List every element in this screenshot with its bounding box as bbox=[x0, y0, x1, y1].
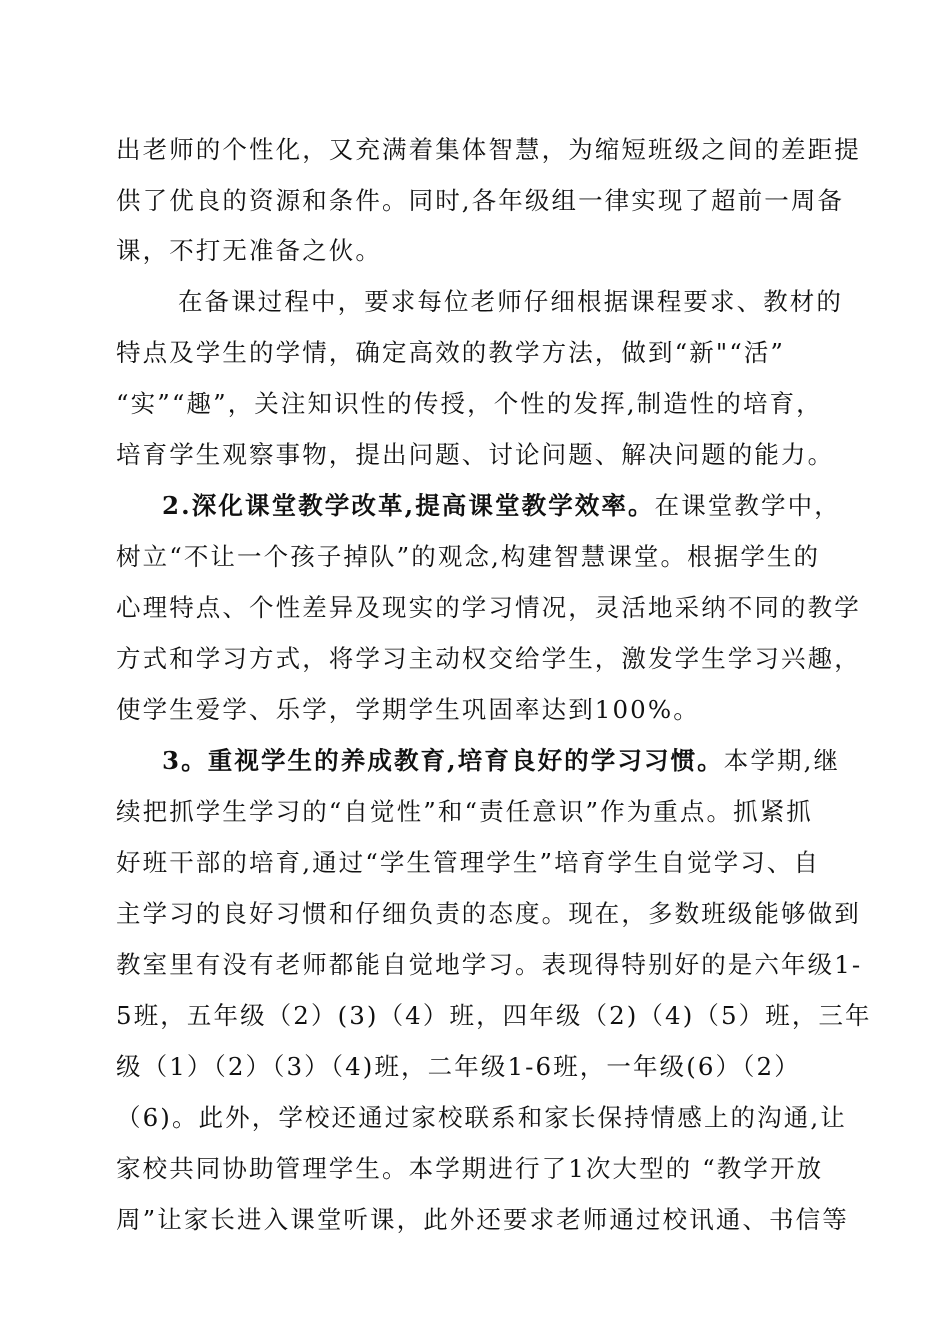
text-line-3: 课，不打无准备之伙。 bbox=[116, 236, 382, 265]
text-line-20: （6)。此外，学校还通过家校联系和家长保持情感上的沟通,让 bbox=[116, 1103, 847, 1132]
text-line-1: 出老师的个性化，又充满着集体智慧，为缩短班级之间的差距提 bbox=[116, 135, 861, 164]
text-line-13 bbox=[162, 746, 882, 776]
text-line-16: 主学习的良好习惯和仔细负责的态度。现在，多数班级能够做到 bbox=[116, 899, 861, 928]
text-line-14: 续把抓学生学习的“自觉性”和“责任意识”作为重点。抓紧抓 bbox=[116, 797, 813, 826]
text-line-19: 级（1）（2）（3）（4)班，二年级1-6班，一年级(6）（2） bbox=[116, 1052, 801, 1081]
text-line-8 bbox=[162, 491, 882, 521]
text-line-10: 心理特点、个性差异及现实的学习情况，灵活地采纳不同的教学 bbox=[116, 593, 861, 622]
section-heading-3: 3。重视学生的养成教育,培育良好的学习习惯。 bbox=[162, 746, 724, 775]
text-line-9: 树立“不让一个孩子掉队”的观念,构建智慧课堂。根据学生的 bbox=[116, 542, 821, 571]
text-line-12: 使学生爱学、乐学，学期学生巩固率达到100%。 bbox=[116, 695, 700, 724]
text-line-22: 周”让家长进入课堂听课，此外还要求老师通过校讯通、书信等 bbox=[116, 1205, 849, 1234]
text-line-2: 供了优良的资源和条件。同时,各年级组一律实现了超前一周备 bbox=[116, 186, 845, 215]
text-line-4: 在备课过程中，要求每位老师仔细根据课程要求、教材的 bbox=[178, 287, 843, 316]
text-line-17: 教室里有没有老师都能自觉地学习。表现得特别好的是六年级1- bbox=[116, 950, 863, 979]
text-line-5: 特点及学生的学情，确定高效的教学方法，做到“新"“活” bbox=[116, 338, 786, 367]
text-line-15: 好班干部的培育,通过“学生管理学生”培育学生自觉学习、自 bbox=[116, 848, 821, 877]
text-line-7: 培育学生观察事物，提出问题、讨论问题、解决问题的能力。 bbox=[116, 440, 835, 469]
text-line-6: “实”“趣”，关注知识性的传授，个性的发挥,制造性的培育， bbox=[116, 389, 823, 418]
text-line-18: 5班，五年级（2）(3)（4）班，四年级（2)（4)（5）班，三年 bbox=[116, 1001, 872, 1030]
section-heading-2: 2.深化课堂教学改革,提高课堂教学效率。 bbox=[162, 491, 655, 520]
text-line-21: 家校共同协助管理学生。本学期进行了1次大型的 “教学开放 bbox=[116, 1154, 824, 1183]
text-line-11: 方式和学习方式，将学习主动权交给学生，激发学生学习兴趣， bbox=[116, 644, 861, 673]
text-line-8-rest: 在课堂教学中， bbox=[654, 491, 841, 520]
text-line-13-rest: 本学期,继 bbox=[723, 746, 841, 775]
